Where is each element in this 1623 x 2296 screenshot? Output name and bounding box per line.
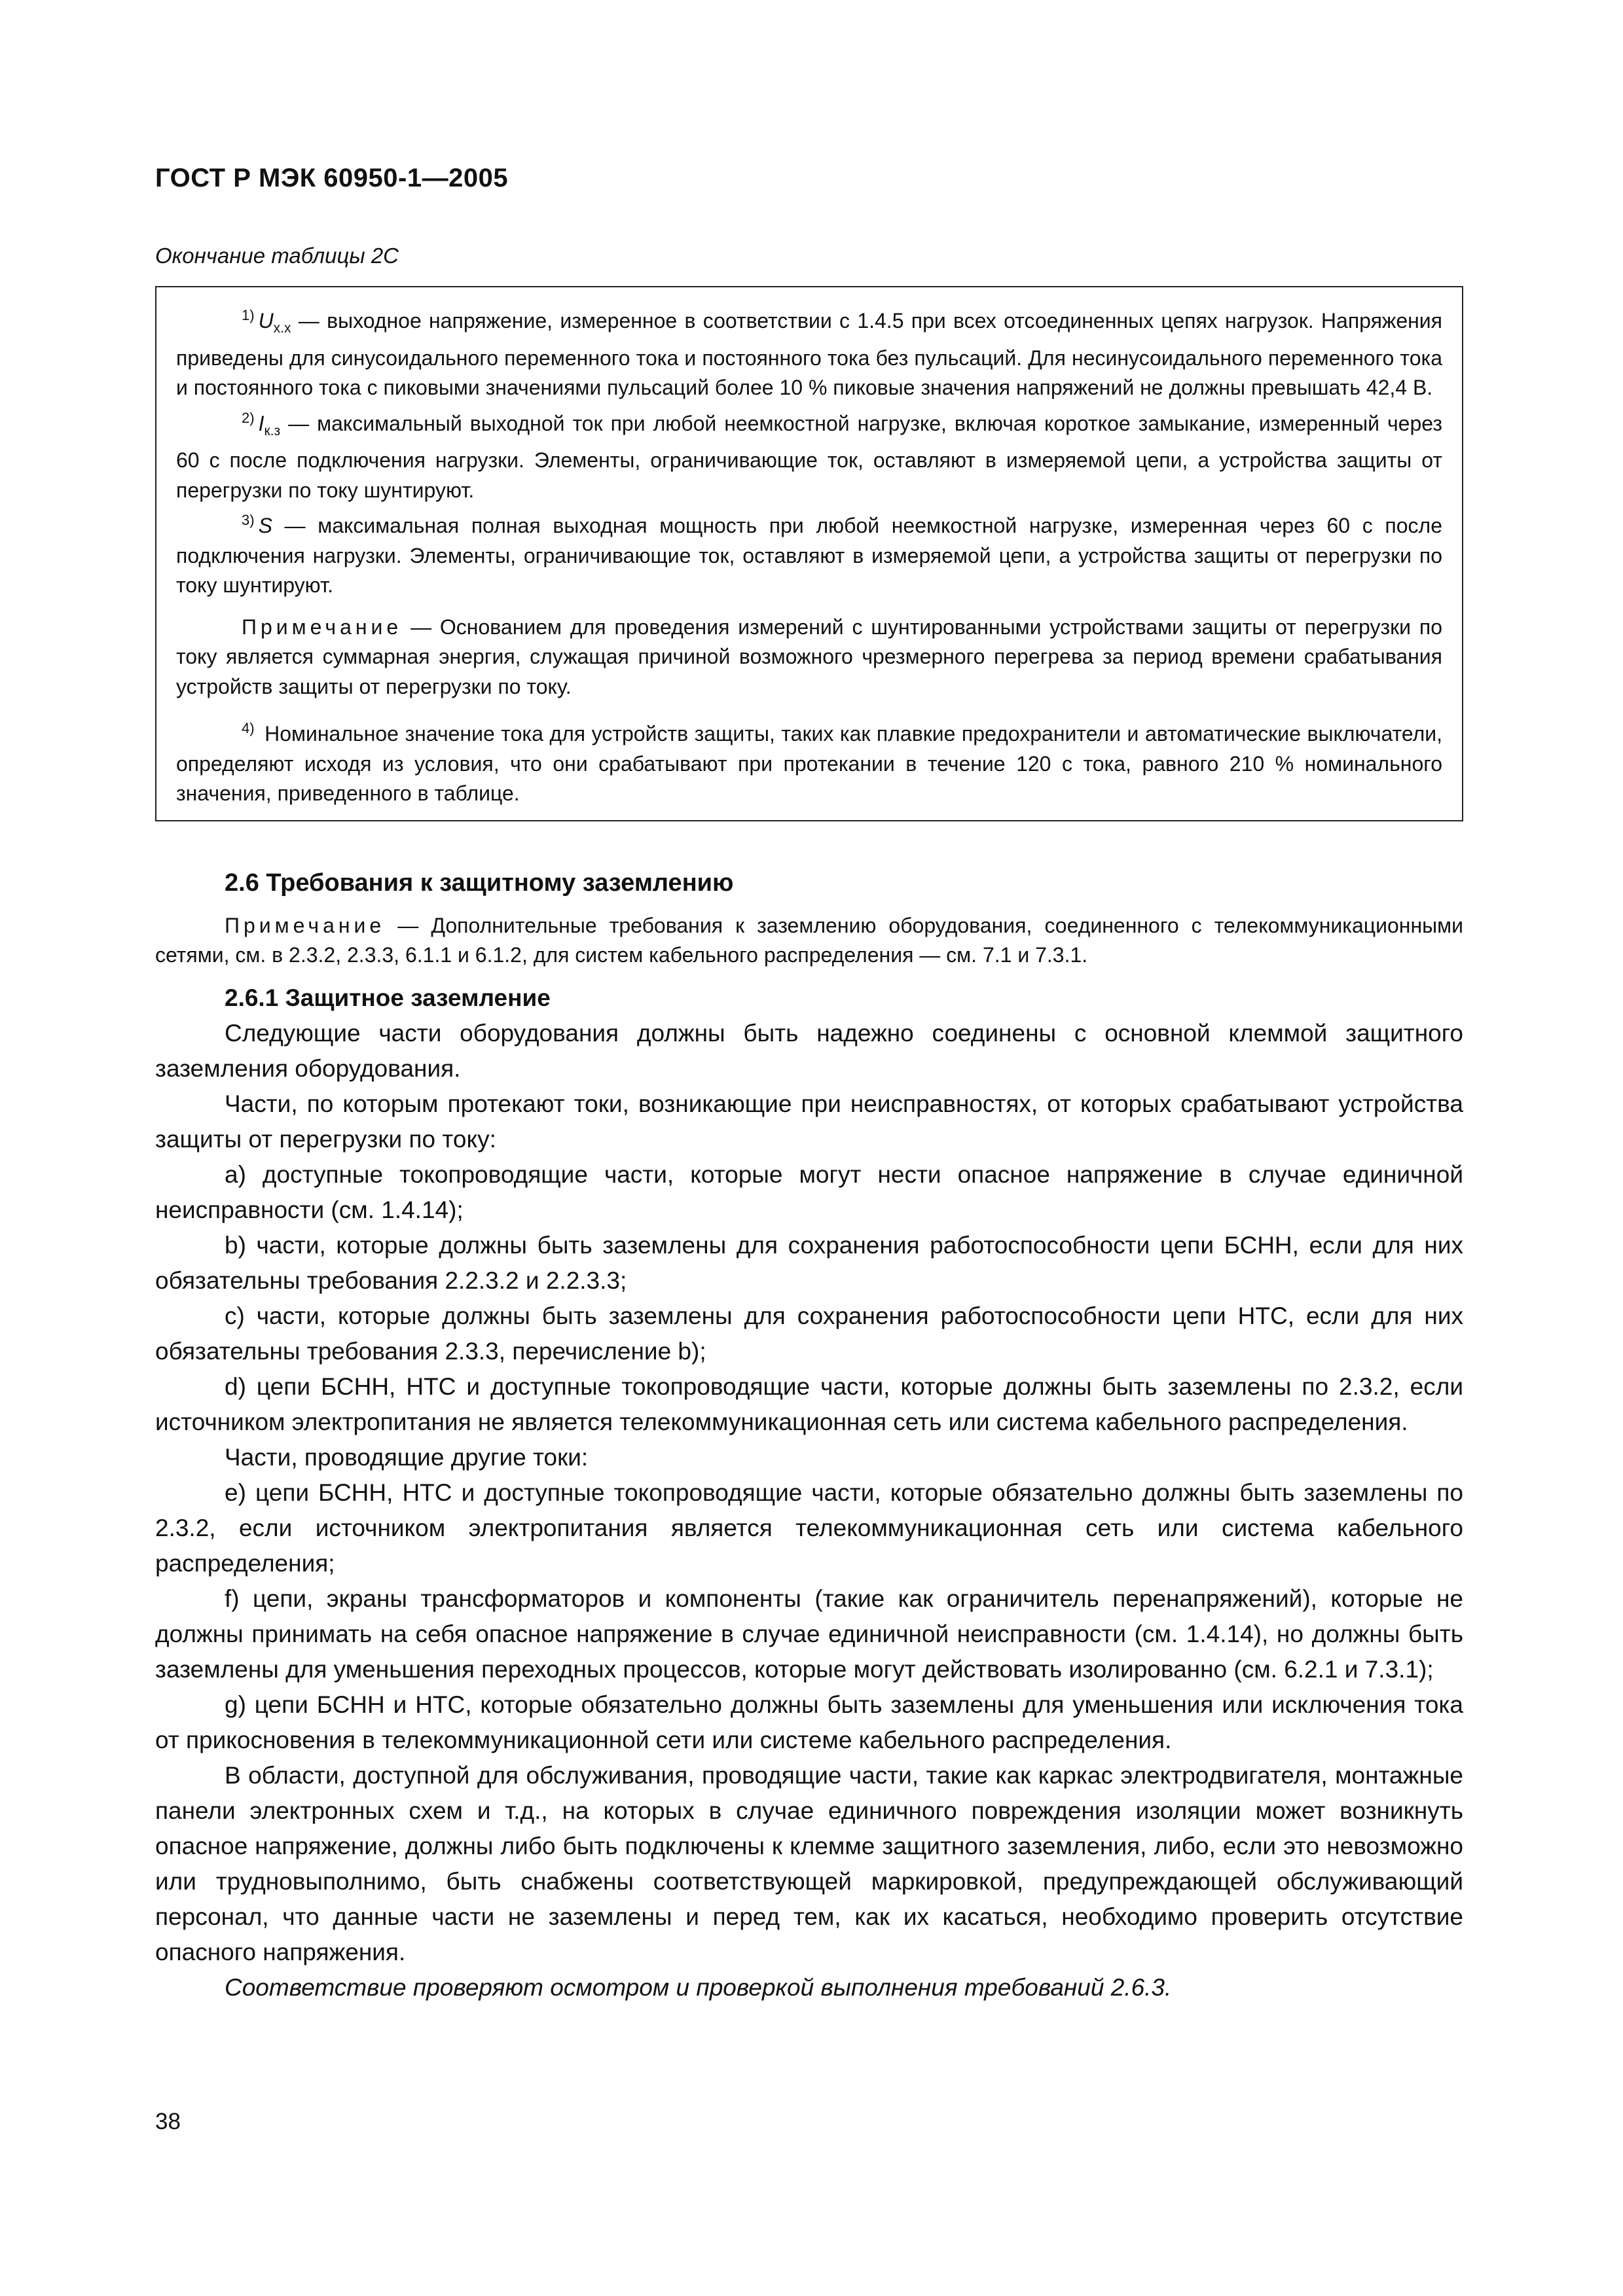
paragraph: Части, по которым протекают токи, возникающие при неисправностях, от которых срабатывают устройства защиты от перегрузки по току: xyxy=(155,1090,1463,1153)
footnote-symbol: U xyxy=(258,309,274,332)
footnote-note xyxy=(176,613,1442,702)
footnote-3 xyxy=(176,505,1442,601)
list-item-g: g) цепи БСНН и НТС, которые обязательно должны быть заземлены для уменьшения или исключения тока от прикосновения в телекоммуникационной сети или системе кабельного распределения. xyxy=(155,1691,1463,1753)
paragraph: Следующие части оборудования должны быть надежно соединены с основной клеммой защитного заземления оборудования. xyxy=(155,1020,1463,1082)
subsection-title: 2.6.1 Защитное заземление xyxy=(225,984,551,1011)
table-footnotes-box xyxy=(155,286,1463,821)
footnote-text: — выходное напряжение, измеренное в соответствии с 1.4.5 при всех отсоединенных цепях нагрузок. Напряжения приведены для синусоидального переменного тока и постоянного тока без пульсаций. Для несинусоидального переменного тока и постоянного тока с пиковыми значениями пульсаций более 10 % пиковые значения напряжений не должны превышать 42,4 В. xyxy=(176,309,1442,399)
list-item-d: d) цепи БСНН, НТС и доступные токопроводящие части, которые должны быть заземлены по 2.3.2, если источником электропитания не является телекоммуникационная сеть или система кабельного распределения. xyxy=(155,1373,1463,1435)
list-item-f: f) цепи, экраны трансформаторов и компоненты (такие как ограничитель перенапряжений), которые не должны принимать на себя опасное напряжение в случае единичной неисправности (см. 1.4.14), но должны быть заземлены для уменьшения переходных процессов, которые могут действовать изолированно (см. 6.2.1 и 7.3.1); xyxy=(155,1585,1463,1683)
footnote-symbol-subscript: х.х xyxy=(273,321,291,336)
footnote-symbol-subscript: к.з xyxy=(264,423,281,439)
list-item-a: a) доступные токопроводящие части, которые могут нести опасное напряжение в случае единичной неисправности (см. 1.4.14); xyxy=(155,1161,1463,1223)
footnote-text: — максимальный выходной ток при любой неемкостной нагрузке, включая короткое замыкание, измеренный через 60 с после подключения нагрузки. Элементы, ограничивающие ток, оставляют в измеряемой цепи, а устройства защиты от перегрузки по току шунтируют. xyxy=(176,411,1442,502)
footnote-4 xyxy=(176,713,1442,809)
note-label: Примечание xyxy=(242,615,403,639)
note-label: Примечание xyxy=(225,914,386,937)
footnote-2 xyxy=(176,403,1442,506)
footnote-mark: 1) xyxy=(242,307,255,323)
paragraph: В области, доступной для обслуживания, проводящие части, такие как каркас электродвигателя, монтажные панели электронных схем и т.д., на которых в случае единичного повреждения изоляции может возникнуть опасное напряжение, должны либо быть подключены к клемме защитного заземления, либо, если это невозможно или трудновыполнимо, быть снабжены соответствующей маркировкой, предупреждающей обслуживающий персонал, что данные части не заземлены и перед тем, как их касаться, необходимо проверить отсутствие опасного напряжения. xyxy=(155,1762,1463,1965)
table-caption: Окончание таблицы 2С xyxy=(155,243,399,268)
footnote-1 xyxy=(176,300,1442,403)
note-text: — Дополнительные требования к заземлению оборудования, соединенного с телекоммуникационными сетями, см. в 2.3.2, 2.3.3, 6.1.1 и 6.1.2, для систем кабельного распределения — см. 7.1 и 7.3.1. xyxy=(155,914,1463,967)
section-note xyxy=(155,911,1463,970)
list-item-e: e) цепи БСНН, НТС и доступные токопроводящие части, которые обязательно должны быть заземлены по 2.3.2, если источником электропитания является телекоммуникационная сеть или система кабельного распределения; xyxy=(155,1479,1463,1577)
page-number: 38 xyxy=(155,2109,181,2134)
footnote-symbol: S xyxy=(258,514,272,537)
paragraph: Части, проводящие другие токи: xyxy=(225,1444,589,1471)
footnote-text: Номинальное значение тока для устройств защиты, таких как плавкие предохранители и автоматические выключатели, определяют исходя из условия, что они срабатывают при протекании в течение 120 с тока, равного 210 % номинального значения, приведенного в таблице. xyxy=(176,722,1442,805)
footnote-mark: 4) xyxy=(242,720,255,736)
compliance-statement: Соответствие проверяют осмотром и проверкой выполнения требований 2.6.3. xyxy=(225,1974,1172,2001)
main-text xyxy=(155,865,1463,2005)
footnote-mark: 2) xyxy=(242,409,255,426)
section-title: 2.6 Требования к защитному заземлению xyxy=(225,869,734,897)
list-item-c: c) части, которые должны быть заземлены для сохранения работоспособности цепи НТС, если для них обязательны требования 2.3.3, перечисление b); xyxy=(155,1302,1463,1365)
list-item-b: b) части, которые должны быть заземлены для сохранения работоспособности цепи БСНН, если для них обязательны требования 2.2.3.2 и 2.2.3.3; xyxy=(155,1232,1463,1294)
footnote-symbol: I xyxy=(258,411,264,435)
note-text: — Основанием для проведения измерений с шунтированными устройствами защиты от перегрузки по току является суммарная энергия, служащая причиной возможного чрезмерного перегрева за период времени срабатывания устройств защиты от перегрузки по току. xyxy=(176,615,1442,698)
standard-header: ГОСТ Р МЭК 60950-1—2005 xyxy=(155,164,509,192)
footnote-text: — максимальная полная выходная мощность при любой неемкостной нагрузке, измеренная через 60 с после подключения нагрузки. Элементы, ограничивающие ток, оставляют в измеряемой цепи, а устройства защиты от перегрузки по току шунтируют. xyxy=(176,514,1442,597)
footnote-mark: 3) xyxy=(242,512,255,528)
